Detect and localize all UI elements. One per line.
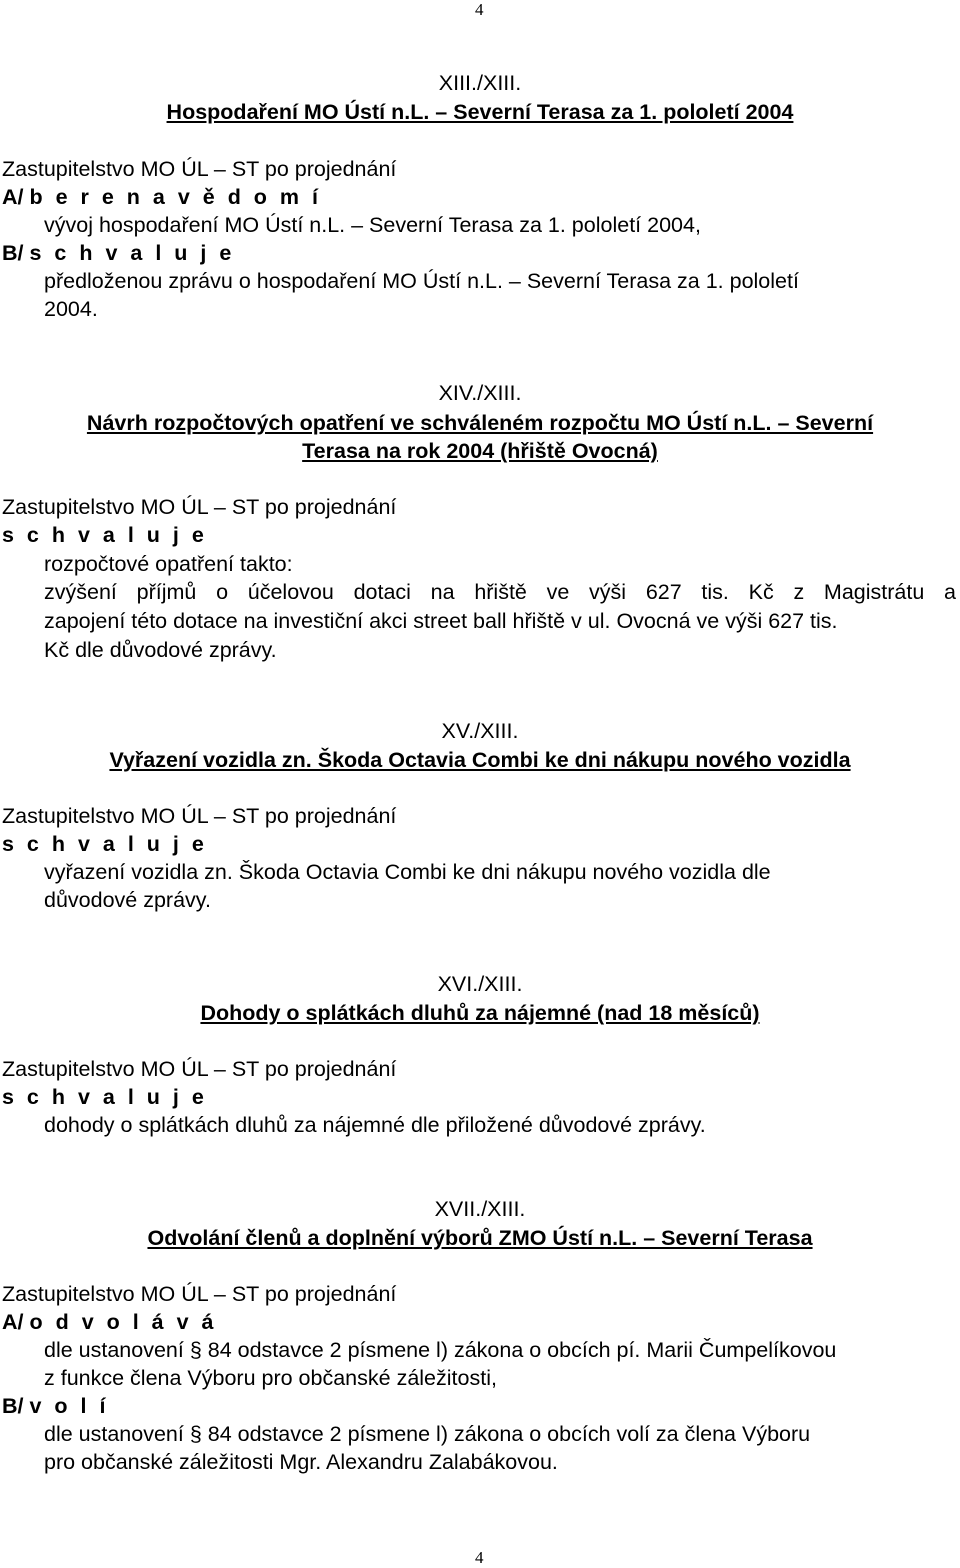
clause-verb: s c h v a l u j e <box>29 241 235 265</box>
council-line: Zastupitelstvo MO ÚL – ST po projednání <box>2 1057 397 1081</box>
clause-prefix: B/ <box>2 1394 30 1418</box>
resolution-number: XIII./XIII. <box>438 71 522 95</box>
clause-verb: s c h v a l u j e <box>2 832 208 856</box>
council-line: Zastupitelstvo MO ÚL – ST po projednání <box>2 804 397 828</box>
clause-verb: v o l í <box>29 1394 109 1418</box>
resolution-number: XV./XIII. <box>441 719 519 743</box>
page-number-bottom: 4 <box>475 1548 484 1567</box>
council-line: Zastupitelstvo MO ÚL – ST po projednání <box>2 157 397 181</box>
resolution-title: Hospodaření MO Ústí n.L. – Severní Terasa za 1. pololetí 2004 <box>166 100 794 124</box>
resolution-title: Dohody o splátkách dluhů za nájemné (nad 18 měsíců) <box>200 1001 760 1025</box>
resolution-number: XVI./XIII. <box>437 972 523 996</box>
clause-text: dle ustanovení § 84 odstavce 2 písmene l) zákona o obcích volí za člena Výboru <box>44 1422 811 1446</box>
clause-verb: b e r e n a v ě d o m í <box>29 185 322 209</box>
clause-text: zapojení této dotace na investiční akci street ball hřiště v ul. Ovocná ve výši 627 tis. <box>44 609 838 633</box>
resolution-number: XIV./XIII. <box>438 381 522 405</box>
clause-text: zvýšení příjmů o účelovou dotaci na hřiště ve výši 627 tis. Kč z Magistrátu a <box>44 580 956 604</box>
clause-text: Kč dle důvodové zprávy. <box>44 638 277 662</box>
clause-text: z funkce člena Výboru pro občanské záležitosti, <box>44 1366 497 1390</box>
clause-text: důvodové zprávy. <box>44 888 211 912</box>
clause-verb: s c h v a l u j e <box>2 1085 208 1109</box>
clause-verb: s c h v a l u j e <box>2 523 208 547</box>
clause-text: pro občanské záležitosti Mgr. Alexandru Zalabákovou. <box>44 1450 558 1474</box>
clause-text: dohody o splátkách dluhů za nájemné dle přiložené důvodové zprávy. <box>44 1113 706 1137</box>
clause-text: vyřazení vozidla zn. Škoda Octavia Combi ke dni nákupu nového vozidla dle <box>44 860 771 884</box>
resolution-title: Odvolání členů a doplnění výborů ZMO Ústí n.L. – Severní Terasa <box>147 1226 813 1250</box>
page-number-top: 4 <box>475 0 484 19</box>
council-line: Zastupitelstvo MO ÚL – ST po projednání <box>2 1282 397 1306</box>
clause-b <box>2 1393 109 1419</box>
clause-prefix: B/ <box>2 241 30 265</box>
clause-a <box>2 184 321 210</box>
resolution-title: Návrh rozpočtových opatření ve schváleném rozpočtu MO Ústí n.L. – Severní <box>86 411 874 435</box>
resolution-title: Terasa na rok 2004 (hřiště Ovocná) <box>302 439 658 463</box>
council-line: Zastupitelstvo MO ÚL – ST po projednání <box>2 495 397 519</box>
clause-text: rozpočtové opatření takto: <box>44 552 293 576</box>
resolution-number: XVII./XIII. <box>434 1197 526 1221</box>
clause-verb: o d v o l á v á <box>29 1310 217 1334</box>
clause-prefix: A/ <box>2 1310 30 1334</box>
clause-prefix: A/ <box>2 185 30 209</box>
clause-text: 2004. <box>44 297 98 321</box>
clause-text: vývoj hospodaření MO Ústí n.L. – Severní Terasa za 1. pololetí 2004, <box>44 213 701 237</box>
resolution-title: Vyřazení vozidla zn. Škoda Octavia Combi ke dni nákupu nového vozidla <box>109 748 851 772</box>
clause-text: předloženou zprávu o hospodaření MO Ústí n.L. – Severní Terasa za 1. pololetí <box>44 269 799 293</box>
clause-a <box>2 1309 217 1335</box>
clause-b <box>2 240 235 266</box>
clause-text: dle ustanovení § 84 odstavce 2 písmene l) zákona o obcích pí. Marii Čumpelíkovou <box>44 1338 837 1362</box>
